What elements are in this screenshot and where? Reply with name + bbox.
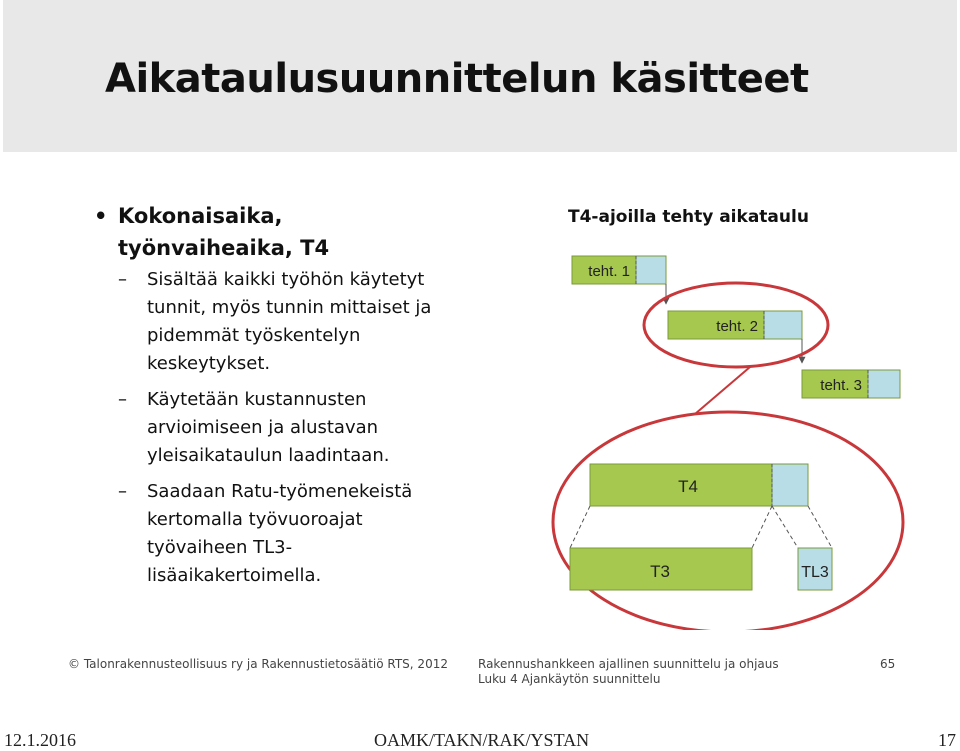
diagram-title: T4-ajoilla tehty aikataulu [568,207,809,227]
sub-bullet-line: yleisaikataulun laadintaan. [147,445,390,466]
sub-bullet-line: kertomalla työvuoroajat [147,509,363,530]
task-3-label: teht. 3 [820,377,862,394]
book-title-line: Rakennushankkeen ajallinen suunnittelu ja ohjaus [478,657,779,671]
tl3-label: TL3 [801,564,829,581]
book-reference [478,657,779,687]
zoom-connector [695,367,750,414]
sub-bullet-line: Saadaan Ratu-työmenekeistä [147,481,413,502]
sub-bullet-line: työvaiheen TL3- [147,537,293,558]
projection-line [752,506,772,548]
projection-line [772,506,798,548]
dash-icon: – [118,389,127,410]
dash-icon: – [118,481,127,502]
task-2-buffer [764,311,802,339]
bullet-heading-line: Kokonaisaika, [118,204,283,228]
sub-bullet-line: Käytetään kustannusten [147,389,367,410]
sub-bullet [92,266,512,378]
task-1-label: teht. 1 [588,263,630,280]
book-page-number: 65 [880,657,896,671]
t3-label: T3 [650,562,670,581]
slide-organization: OAMK/TAKN/RAK/YSTAN [374,730,590,750]
bullet-dot-icon: • [94,204,108,228]
bullet-list [92,200,512,590]
sub-bullet [92,386,512,470]
t4-label: T4 [678,477,698,496]
projection-line [808,506,832,548]
sub-bullet-line: keskeytykset. [147,353,271,374]
sub-bullet [92,478,512,590]
task-2-label: teht. 2 [716,318,758,335]
sub-bullet-line: Sisältää kaikki työhön käytetyt [147,269,425,290]
t4-buffer [772,464,808,506]
sub-bullet-line: pidemmät työskentelyn [147,325,361,346]
sub-bullet-line: tunnit, myös tunnin mittaiset ja [147,297,432,318]
title-band [3,0,957,152]
bullet-heading-line: työnvaiheaika, T4 [118,236,330,260]
sub-bullet-line: lisäaikakertoimella. [147,565,322,586]
book-chapter-line: Luku 4 Ajankäytön suunnittelu [478,672,661,686]
task-1-buffer [636,256,666,284]
projection-line [570,506,590,548]
slide-number: 17 [938,730,956,750]
slide-date: 12.1.2016 [4,730,76,750]
dash-icon: – [118,269,127,290]
highlight-ellipse-large [553,412,903,630]
slide-title: Aikataulusuunnittelun käsitteet [105,56,809,102]
task-3-buffer [868,370,900,398]
bullet-main [92,200,512,264]
copyright-text: © Talonrakennusteollisuus ry ja Rakennustietosäätiö RTS, 2012 [68,657,448,671]
sub-bullet-line: arvioimiseen ja alustavan [147,417,379,438]
schedule-diagram [540,200,920,630]
